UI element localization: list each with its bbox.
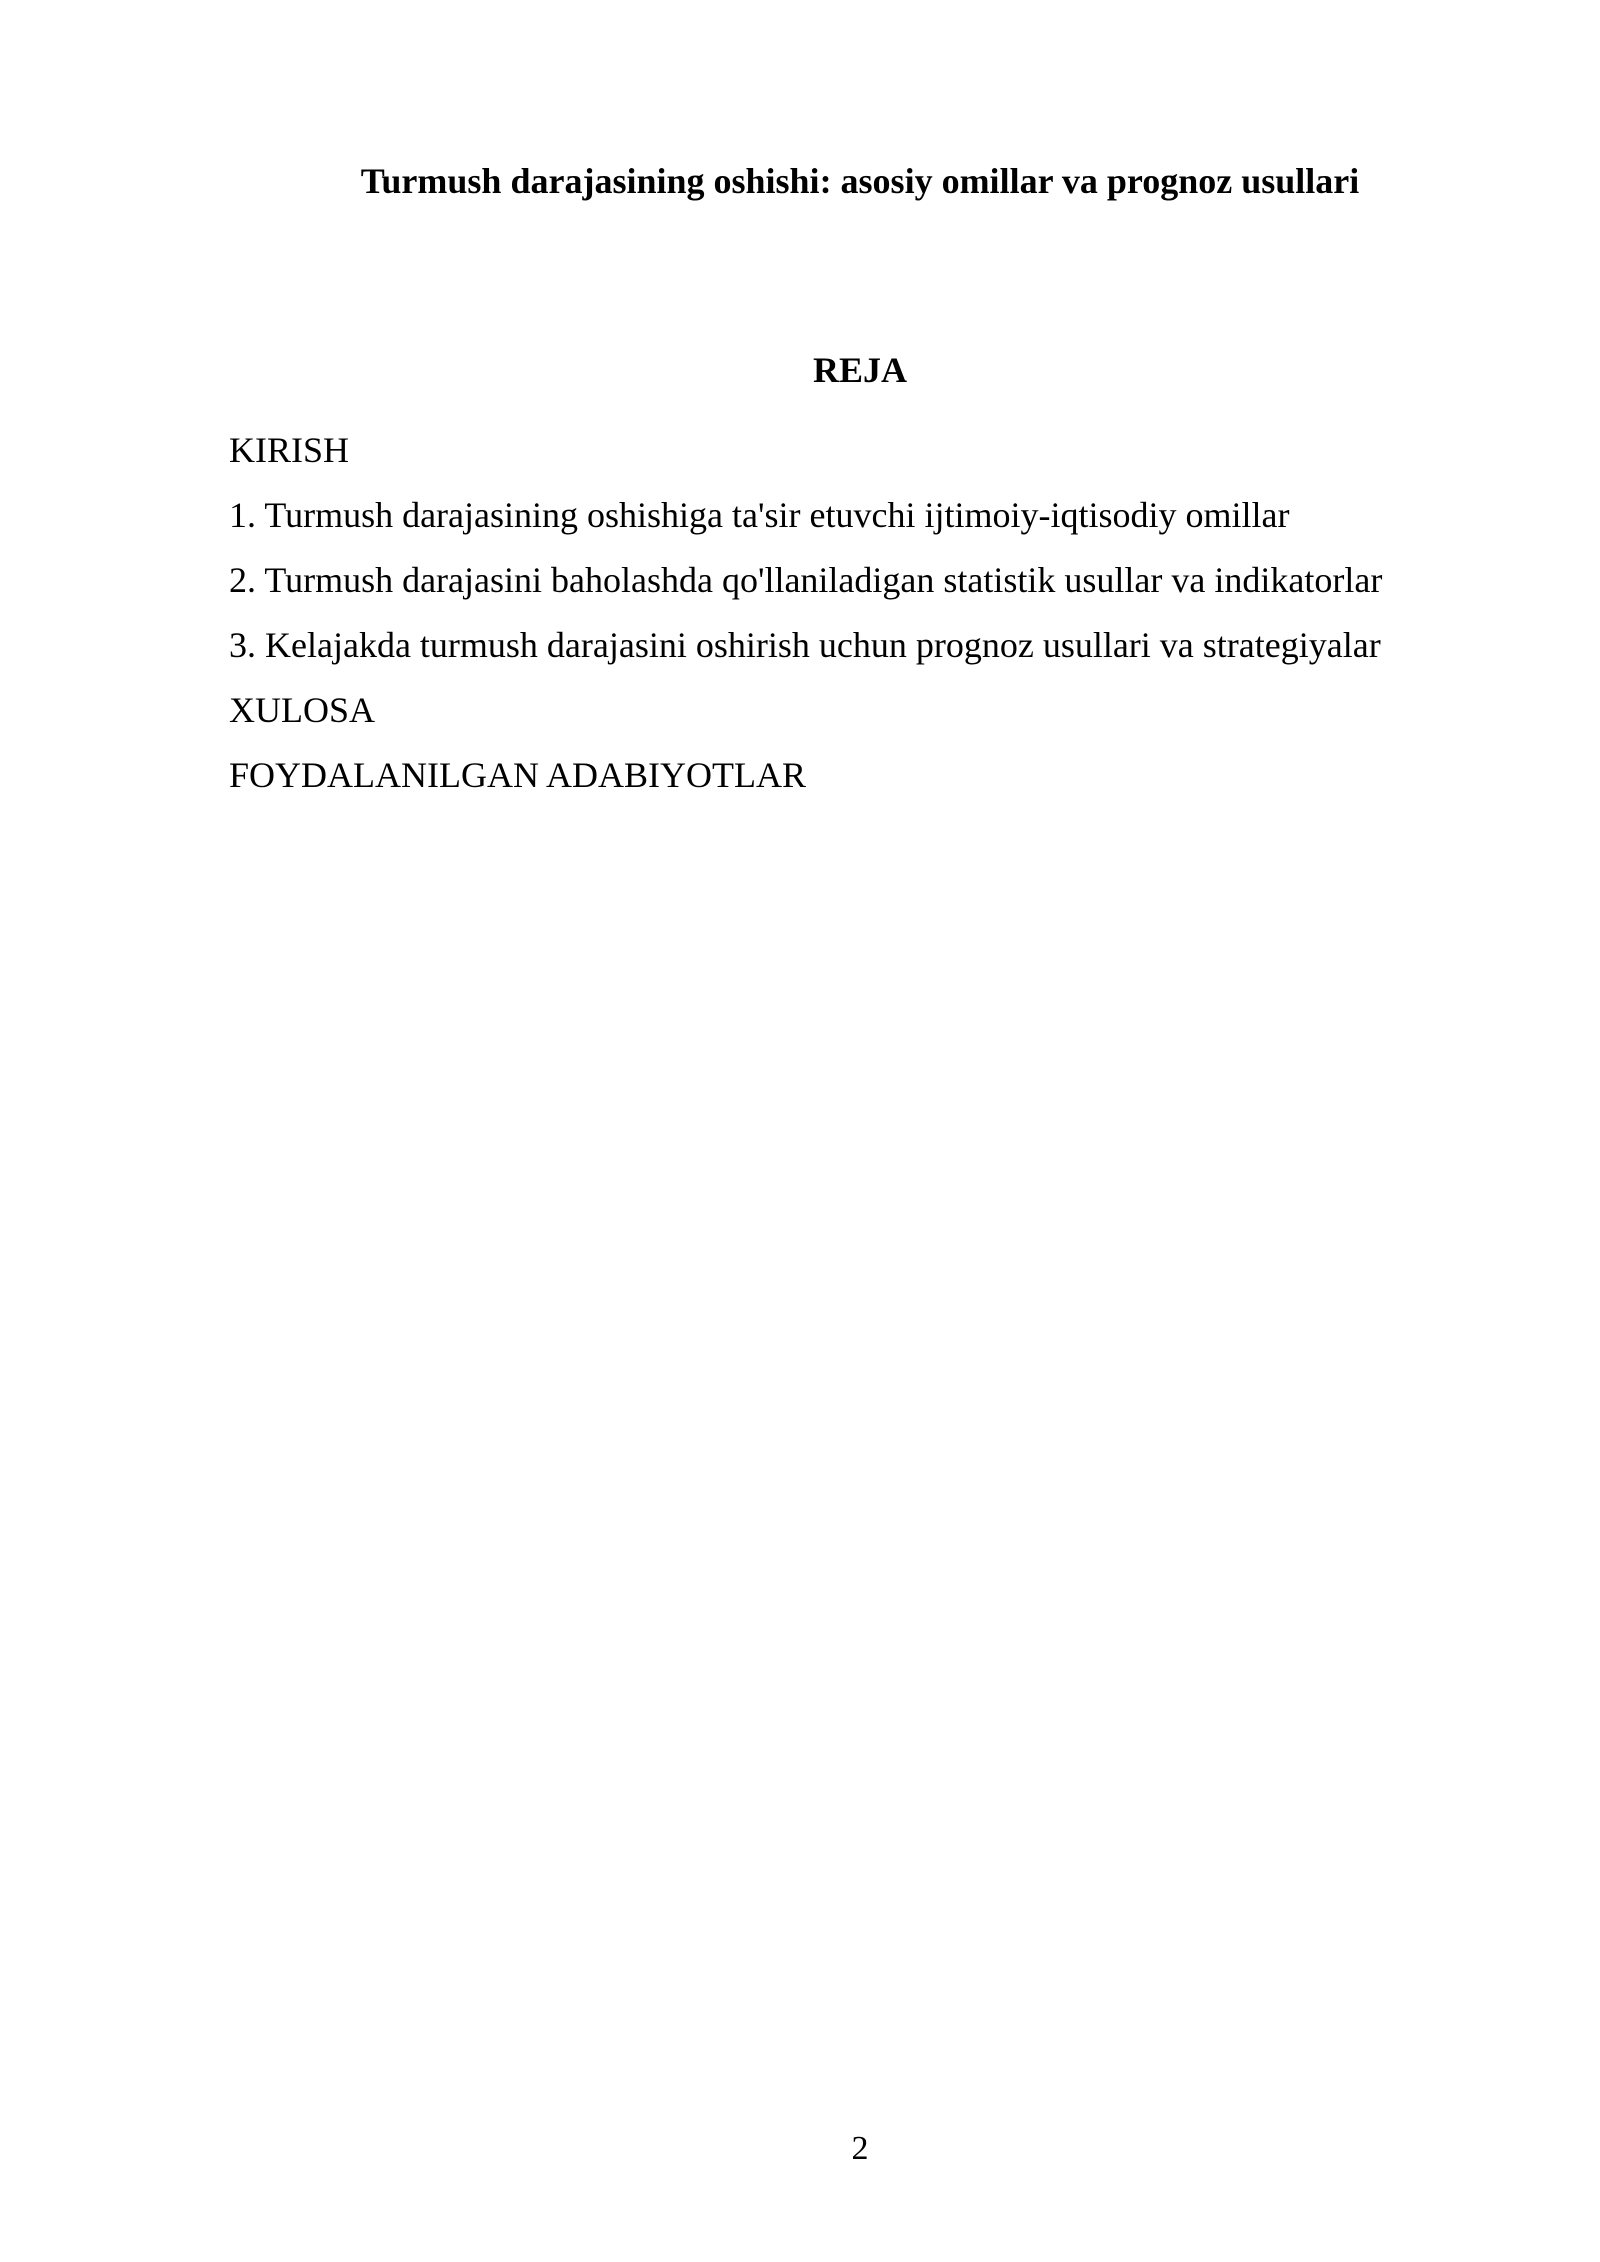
toc-item-chapter-3: 3. Kelajakda turmush darajasini oshirish uchun prognoz usullari va strategiyalar [229, 625, 1381, 665]
table-of-contents [229, 418, 1382, 808]
toc-item-chapter-2: 2. Turmush darajasini baholashda qo'llaniladigan statistik usullar va indikatorlar [229, 560, 1383, 600]
document-title: Turmush darajasining oshishi: asosiy omillar va prognoz usullari [360, 161, 1360, 201]
toc-item-introduction: KIRISH [229, 430, 350, 470]
toc-item-chapter-1: 1. Turmush darajasining oshishiga ta'sir etuvchi ijtimoiy-iqtisodiy omillar [229, 495, 1290, 535]
toc-item-references: FOYDALANILGAN ADABIYOTLAR [229, 755, 806, 795]
toc-item-conclusion: XULOSA [229, 690, 376, 730]
plan-heading: REJA [812, 350, 907, 390]
page-number: 2 [851, 2130, 869, 2167]
